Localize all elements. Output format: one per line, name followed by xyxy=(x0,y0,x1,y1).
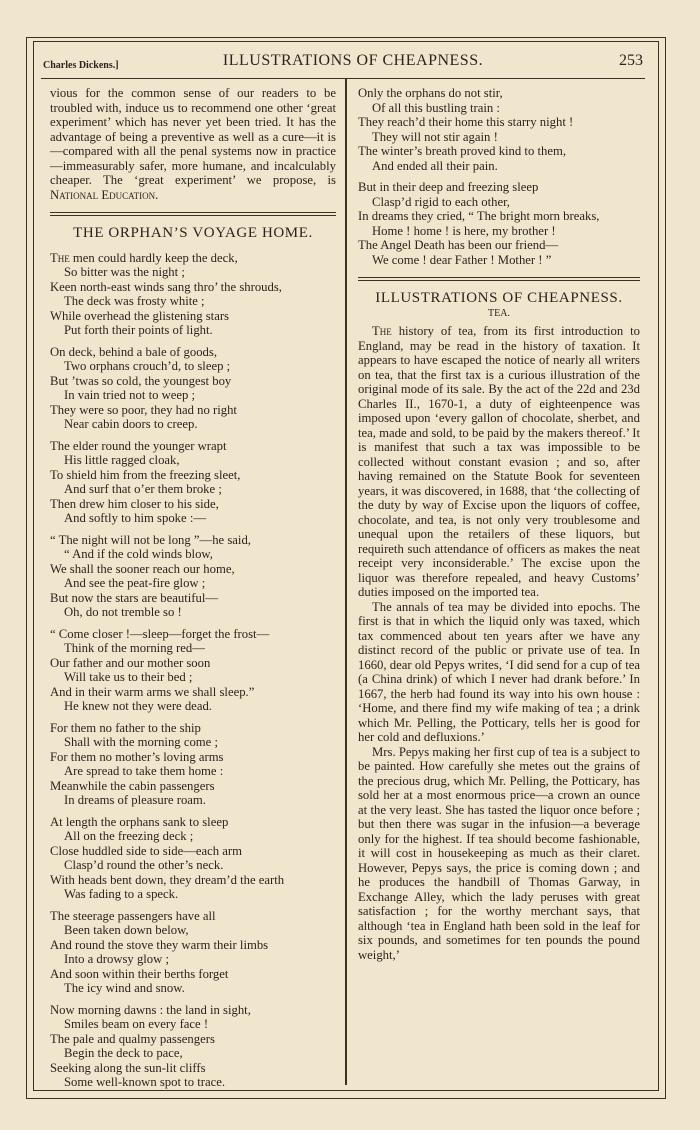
column-divider xyxy=(345,79,347,1085)
poem-stanza xyxy=(358,180,640,267)
poem-line: Put forth their points of light. xyxy=(64,323,213,337)
article-title: ILLUSTRATIONS OF CHEAPNESS. xyxy=(375,290,623,306)
header-rule xyxy=(41,78,645,79)
poem-line: Was fading to a speck. xyxy=(64,887,179,901)
poem-line: While overhead the glistening stars xyxy=(50,308,229,323)
poem-title: THE ORPHAN’S VOYAGE HOME. xyxy=(73,225,313,241)
poem-stanza xyxy=(50,1003,336,1090)
poem-stanza xyxy=(50,439,336,526)
poem-line: The Angel Death has been our friend— xyxy=(358,238,559,252)
poem-line: And round the stove they warm their limbs xyxy=(50,937,269,952)
intro-paragraph xyxy=(50,86,336,202)
article-paragraph: Mrs. Pepys making her first cup of tea is a subject to be painted. How carefully she metes out the grains of the precious drug, which Mr. Pelling, the Potticary, has sold her at a most enormous price—a crown an ounce at the very least. She has tasted the liquor once before ; but then there was sugar in the infusion—a beverage only for the highest. If tea should become fashionable, it will cost in housekeeping as much as their claret. However, Pepys says, the price is coming down ; and he produces the handbill of Thomas Garway, in Exchange Alley, which the lady peruses with great satisfaction ; for the worthy merchant says, that although ‘tea in England hath been sold in the leaf for six pounds, and sometimes for ten pounds the pound weight,’ xyxy=(358,744,640,962)
poem-line: Now morning dawns : the land in sight, xyxy=(50,1002,251,1017)
article-body xyxy=(358,324,640,962)
poem-line: Into a drowsy glow ; xyxy=(64,952,170,966)
poem-first-word: The xyxy=(50,250,73,265)
header-title: ILLUSTRATIONS OF CHEAPNESS. xyxy=(222,52,484,69)
poem-line: They were so poor, they had no right xyxy=(50,402,237,417)
poem-line: So bitter was the night ; xyxy=(64,265,185,279)
poem-line: And surf that o’er them broke ; xyxy=(64,482,222,496)
poem-line: In dreams they cried, “ The bright morn breaks, xyxy=(358,209,600,223)
poem-stanza xyxy=(358,86,640,173)
poem-line: Clasp’d round the other’s neck. xyxy=(64,858,224,872)
poem-line: Near cabin doors to creep. xyxy=(64,417,198,431)
poem-line: Of all this bustling train : xyxy=(372,100,500,115)
poem-line: Shall with the morning come ; xyxy=(64,735,218,749)
poem-line: The pale and qualmy passengers xyxy=(50,1031,215,1046)
poem-line: Are spread to take them home : xyxy=(64,764,224,778)
poem-line: The steerage passengers have all xyxy=(50,908,216,923)
poem-line: In vain tried not to weep ; xyxy=(64,388,196,402)
poem-line: Smiles beam on every face ! xyxy=(64,1017,209,1031)
poem-line: And soon within their berths forget xyxy=(50,966,229,981)
poem-line: They will not stir again ! xyxy=(372,129,498,144)
poem-line: And softly to him spoke :— xyxy=(64,511,207,525)
poem-line: The elder round the younger wrapt xyxy=(50,438,227,453)
header-author: Charles Dickens.] xyxy=(43,60,119,71)
poem-line: The deck was frosty white ; xyxy=(64,294,205,308)
poem-line: Our father and our mother soon xyxy=(50,655,211,670)
poem-line: His little ragged cloak, xyxy=(64,453,180,467)
poem-line: With heads bent down, they dream’d the earth xyxy=(50,872,285,887)
poem-line: And in their warm arms we shall sleep.” xyxy=(50,684,255,699)
article-first-word: The xyxy=(372,324,399,338)
poem-line: Only the orphans do not stir, xyxy=(358,86,503,100)
poem-line: Will take us to their bed ; xyxy=(64,670,193,684)
intro-emphasis: National Education. xyxy=(50,187,159,202)
poem-line: On deck, behind a bale of goods, xyxy=(50,344,218,359)
poem-stanza xyxy=(50,909,336,996)
poem-line: The icy wind and snow. xyxy=(64,981,185,995)
poem-stanza xyxy=(50,251,336,338)
poem-line: Home ! home ! is here, my brother ! xyxy=(372,223,556,238)
poem-line: “ The night will not be long ”—he said, xyxy=(50,532,251,547)
poem-line: All on the freezing deck ; xyxy=(64,829,194,843)
poem-line: Seeking along the sun-lit cliffs xyxy=(50,1060,206,1075)
article-paragraph: The history of tea, from its first introduction to England, may be read in the history of taxation. It appears to have escaped the notice of nearly all writers on tea, that the first tax is a curious illustration of the original mode of its sale. By the act of the 22d and 23d Charles II., 1670-1, a duty of eighteenpence was imposed upon ‘every gallon of chocolate, sherbet, and tea, made and sold, to be paid by the makers thereof.’ It is manifest that such a tax was impossible to be collected without constant evasion ; and so, after having remained on the Statute Book for seventeen years, it was discovered, in 1688, that ‘the collecting of the duty by way of Excise upon the liquors of coffee, chocolate, and tea, is not only very troublesome and unequal upon the retailers of these liquors, but requireth such attendance of officers as makes the neat receipt very inconsiderable.’ The excise upon the liquor was therefore repealed, and heavy Customs’ duties imposed on the imported tea. xyxy=(358,324,640,599)
poem-line: But now the stars are beautiful— xyxy=(50,590,219,605)
poem-line: Some well-known spot to trace. xyxy=(64,1075,226,1089)
poem-line: They reach’d their home this starry night ! xyxy=(358,115,574,129)
poem-line: The men could hardly keep the deck, xyxy=(50,250,238,265)
poem-line: To shield him from the freezing sleet, xyxy=(50,467,241,482)
poem-line: For them no father to the ship xyxy=(50,720,201,735)
poem-stanza xyxy=(50,627,336,714)
poem-line: Close huddled side to side—each arm xyxy=(50,843,243,858)
left-column xyxy=(50,86,336,1097)
poem-line: But in their deep and freezing sleep xyxy=(358,180,539,194)
poem-line: Clasp’d rigid to each other, xyxy=(372,194,510,209)
poem-line: For them no mother’s loving arms xyxy=(50,749,224,764)
poem-stanzas xyxy=(50,251,336,1090)
poem-line: He knew not they were dead. xyxy=(64,699,212,713)
poem-stanza xyxy=(50,815,336,902)
intro-text: vious for the common sense of our readers to be troubled with, induce us to recommend one other ‘great experiment’ which has never yet been tried. It has the advantage of being a preventive as well as a cure—it is—compared with all the penal systems now in practice—immeasurably safer, more humane, and incalculably cheaper. The ‘great experiment’ we propose, is xyxy=(50,86,336,187)
article-paragraph: The annals of tea may be divided into epochs. The first is that in which the liquid only was taxed, which tax commenced about ten years after we have any distinct record of the public or private use of tea. In 1660, dear old Pepys writes, ‘I did send for a cup of tea (a China drink) of which I never had drank before.’ In 1667, the herb had found its way into his own house : ‘Home, and there find my wife making of tea ; a drink which Mr. Pelling, the Potticary, tells her is good for her cold and defluxions.’ xyxy=(358,599,640,744)
poem-line: And ended all their pain. xyxy=(372,158,498,173)
running-header xyxy=(43,52,643,76)
poem-line: Keen north-east winds sang thro’ the shrouds, xyxy=(50,279,282,294)
poem-stanza xyxy=(50,533,336,620)
poem-line: We shall the sooner reach our home, xyxy=(50,561,235,576)
poem-line: Begin the deck to pace, xyxy=(64,1046,183,1060)
poem-line: We come ! dear Father ! Mother ! ” xyxy=(372,252,552,267)
page-number: 253 xyxy=(619,52,643,69)
poem-line: “ Come closer !—sleep—forget the frost— xyxy=(50,626,270,641)
right-column xyxy=(358,86,640,962)
section-rule xyxy=(50,212,336,216)
poem-line: At length the orphans sank to sleep xyxy=(50,814,229,829)
poem-line: Think of the morning red— xyxy=(64,641,205,655)
poem-stanza xyxy=(50,721,336,808)
article-subtitle: TEA. xyxy=(488,307,510,319)
poem-line: Meanwhile the cabin passengers xyxy=(50,778,215,793)
poem-line: But ’twas so cold, the youngest boy xyxy=(50,373,232,388)
poem-stanza xyxy=(50,345,336,432)
article-rule xyxy=(358,277,640,281)
poem-line: Two orphans crouch’d, to sleep ; xyxy=(64,359,231,373)
poem-line: In dreams of pleasure roam. xyxy=(64,793,206,807)
poem-continued xyxy=(358,86,640,267)
poem-line: And see the peat-fire glow ; xyxy=(64,576,206,590)
poem-line: Then drew him closer to his side, xyxy=(50,496,219,511)
poem-line: “ And if the cold winds blow, xyxy=(64,547,213,561)
poem-line: Been taken down below, xyxy=(64,923,189,937)
poem-line: Oh, do not tremble so ! xyxy=(64,605,182,619)
poem-line: The winter’s breath proved kind to them, xyxy=(358,144,566,158)
